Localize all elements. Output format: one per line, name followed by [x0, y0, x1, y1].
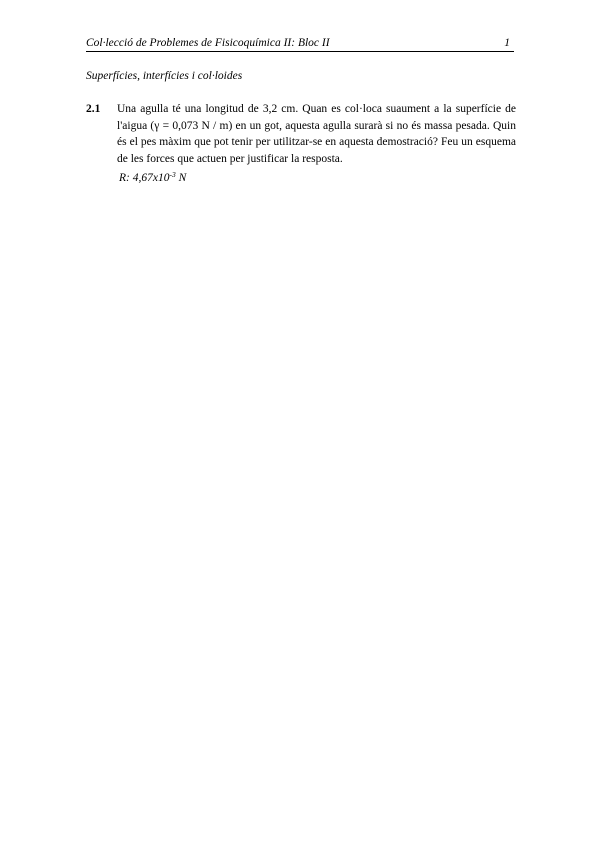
problem-number: 2.1	[86, 103, 101, 115]
answer-value: R: 4,67x10	[119, 172, 170, 184]
page-header	[86, 36, 514, 52]
problem-item	[86, 101, 516, 187]
page-number: 1	[504, 37, 510, 49]
problem-answer	[119, 167, 516, 187]
answer-exponent: -3	[169, 170, 176, 179]
header-title: Col·lecció de Problemes de Fisicoquímica II: Bloc II	[86, 37, 330, 49]
problem-text: Una agulla té una longitud de 3,2 cm. Quan es col·loca suaument a la superfície de l'aigua (γ = 0,073 N / m) en un got, aquesta agulla surarà si no és massa pesada. Quin és el pes màxim que pot tenir per utilitzar-se en aquesta demostració? Feu un esquema de les forces que actuen per justificar la resposta.	[117, 103, 516, 165]
answer-unit: N	[175, 172, 187, 184]
section-title: Superfícies, interfícies i col·loides	[86, 70, 243, 82]
